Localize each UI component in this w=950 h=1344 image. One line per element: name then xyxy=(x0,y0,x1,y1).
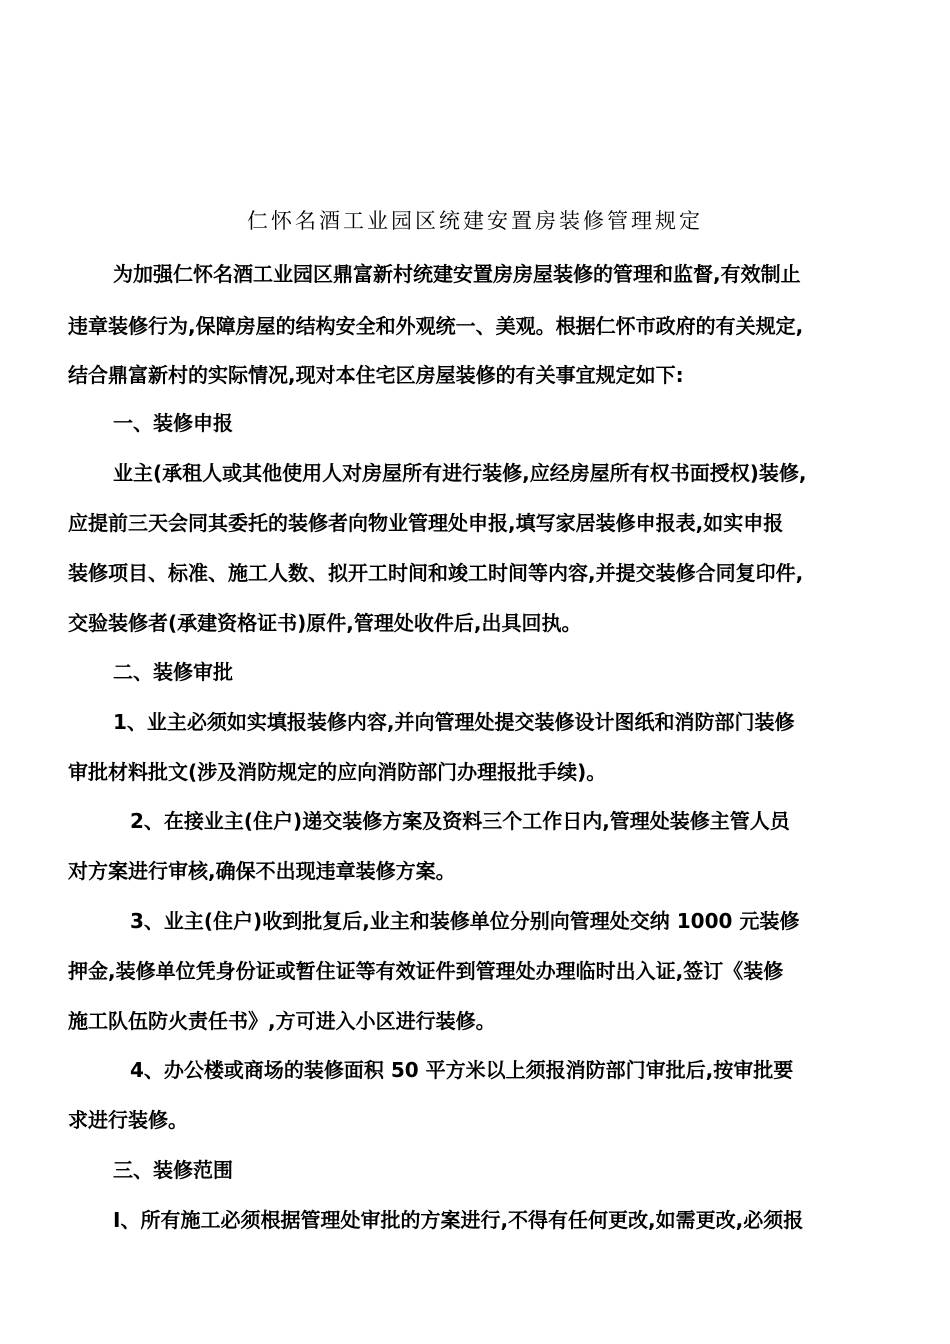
paragraph-line: 交验装修者(承建资格证书)原件,管理处收件后,出具回执。 xyxy=(68,611,582,635)
paragraph-line: 1、业主必须如实填报装修内容,并向管理处提交装修设计图纸和消防部门装修 xyxy=(113,710,795,734)
paragraph-line: I、所有施工必须根据管理处审批的方案进行,不得有任何更改,如需更改,必须报 xyxy=(113,1208,804,1232)
document-title: 仁怀名酒工业园区统建安置房装修管理规定 xyxy=(247,209,703,233)
section-heading: 二、装修审批 xyxy=(113,660,233,684)
paragraph-line: 对方案进行审核,确保不出现违章装修方案。 xyxy=(68,859,456,883)
section-heading: 三、装修范围 xyxy=(113,1158,233,1182)
paragraph-line: 押金,装修单位凭身份证或暂住证等有效证件到管理处办理临时出入证,签订《装修 xyxy=(68,959,784,983)
paragraph-line: 审批材料批文(涉及消防规定的应向消防部门办理报批手续)。 xyxy=(68,760,607,784)
paragraph-line: 为加强仁怀名酒工业园区鼎富新村统建安置房房屋装修的管理和监督,有效制止 xyxy=(113,262,801,286)
section-heading: 一、装修申报 xyxy=(113,411,233,435)
paragraph-line: 施工队伍防火责任书》,方可进入小区进行装修。 xyxy=(68,1009,496,1033)
paragraph-line: 违章装修行为,保障房屋的结构安全和外观统一、美观。根据仁怀市政府的有关规定, xyxy=(68,314,804,338)
paragraph-line: 3、业主(住户)收到批复后,业主和装修单位分别向管理处交纳 1000 元装修 xyxy=(130,909,800,933)
paragraph-line: 结合鼎富新村的实际情况,现对本住宅区房屋装修的有关事宜规定如下: xyxy=(68,363,684,387)
paragraph-line: 求进行装修。 xyxy=(68,1108,188,1132)
paragraph-line: 4、办公楼或商场的装修面积 50 平方米以上须报消防部门审批后,按审批要 xyxy=(130,1058,794,1082)
paragraph-line: 装修项目、标准、施工人数、拟开工时间和竣工时间等内容,并提交装修合同复印件, xyxy=(68,561,804,585)
paragraph-line: 应提前三天会同其委托的装修者向物业管理处申报,填写家居装修申报表,如实申报 xyxy=(68,511,784,535)
paragraph-line: 业主(承租人或其他使用人对房屋所有进行装修,应经房屋所有权书面授权)装修, xyxy=(113,461,807,485)
paragraph-line: 2、在接业主(住户)递交装修方案及资料三个工作日内,管理处装修主管人员 xyxy=(130,809,790,833)
